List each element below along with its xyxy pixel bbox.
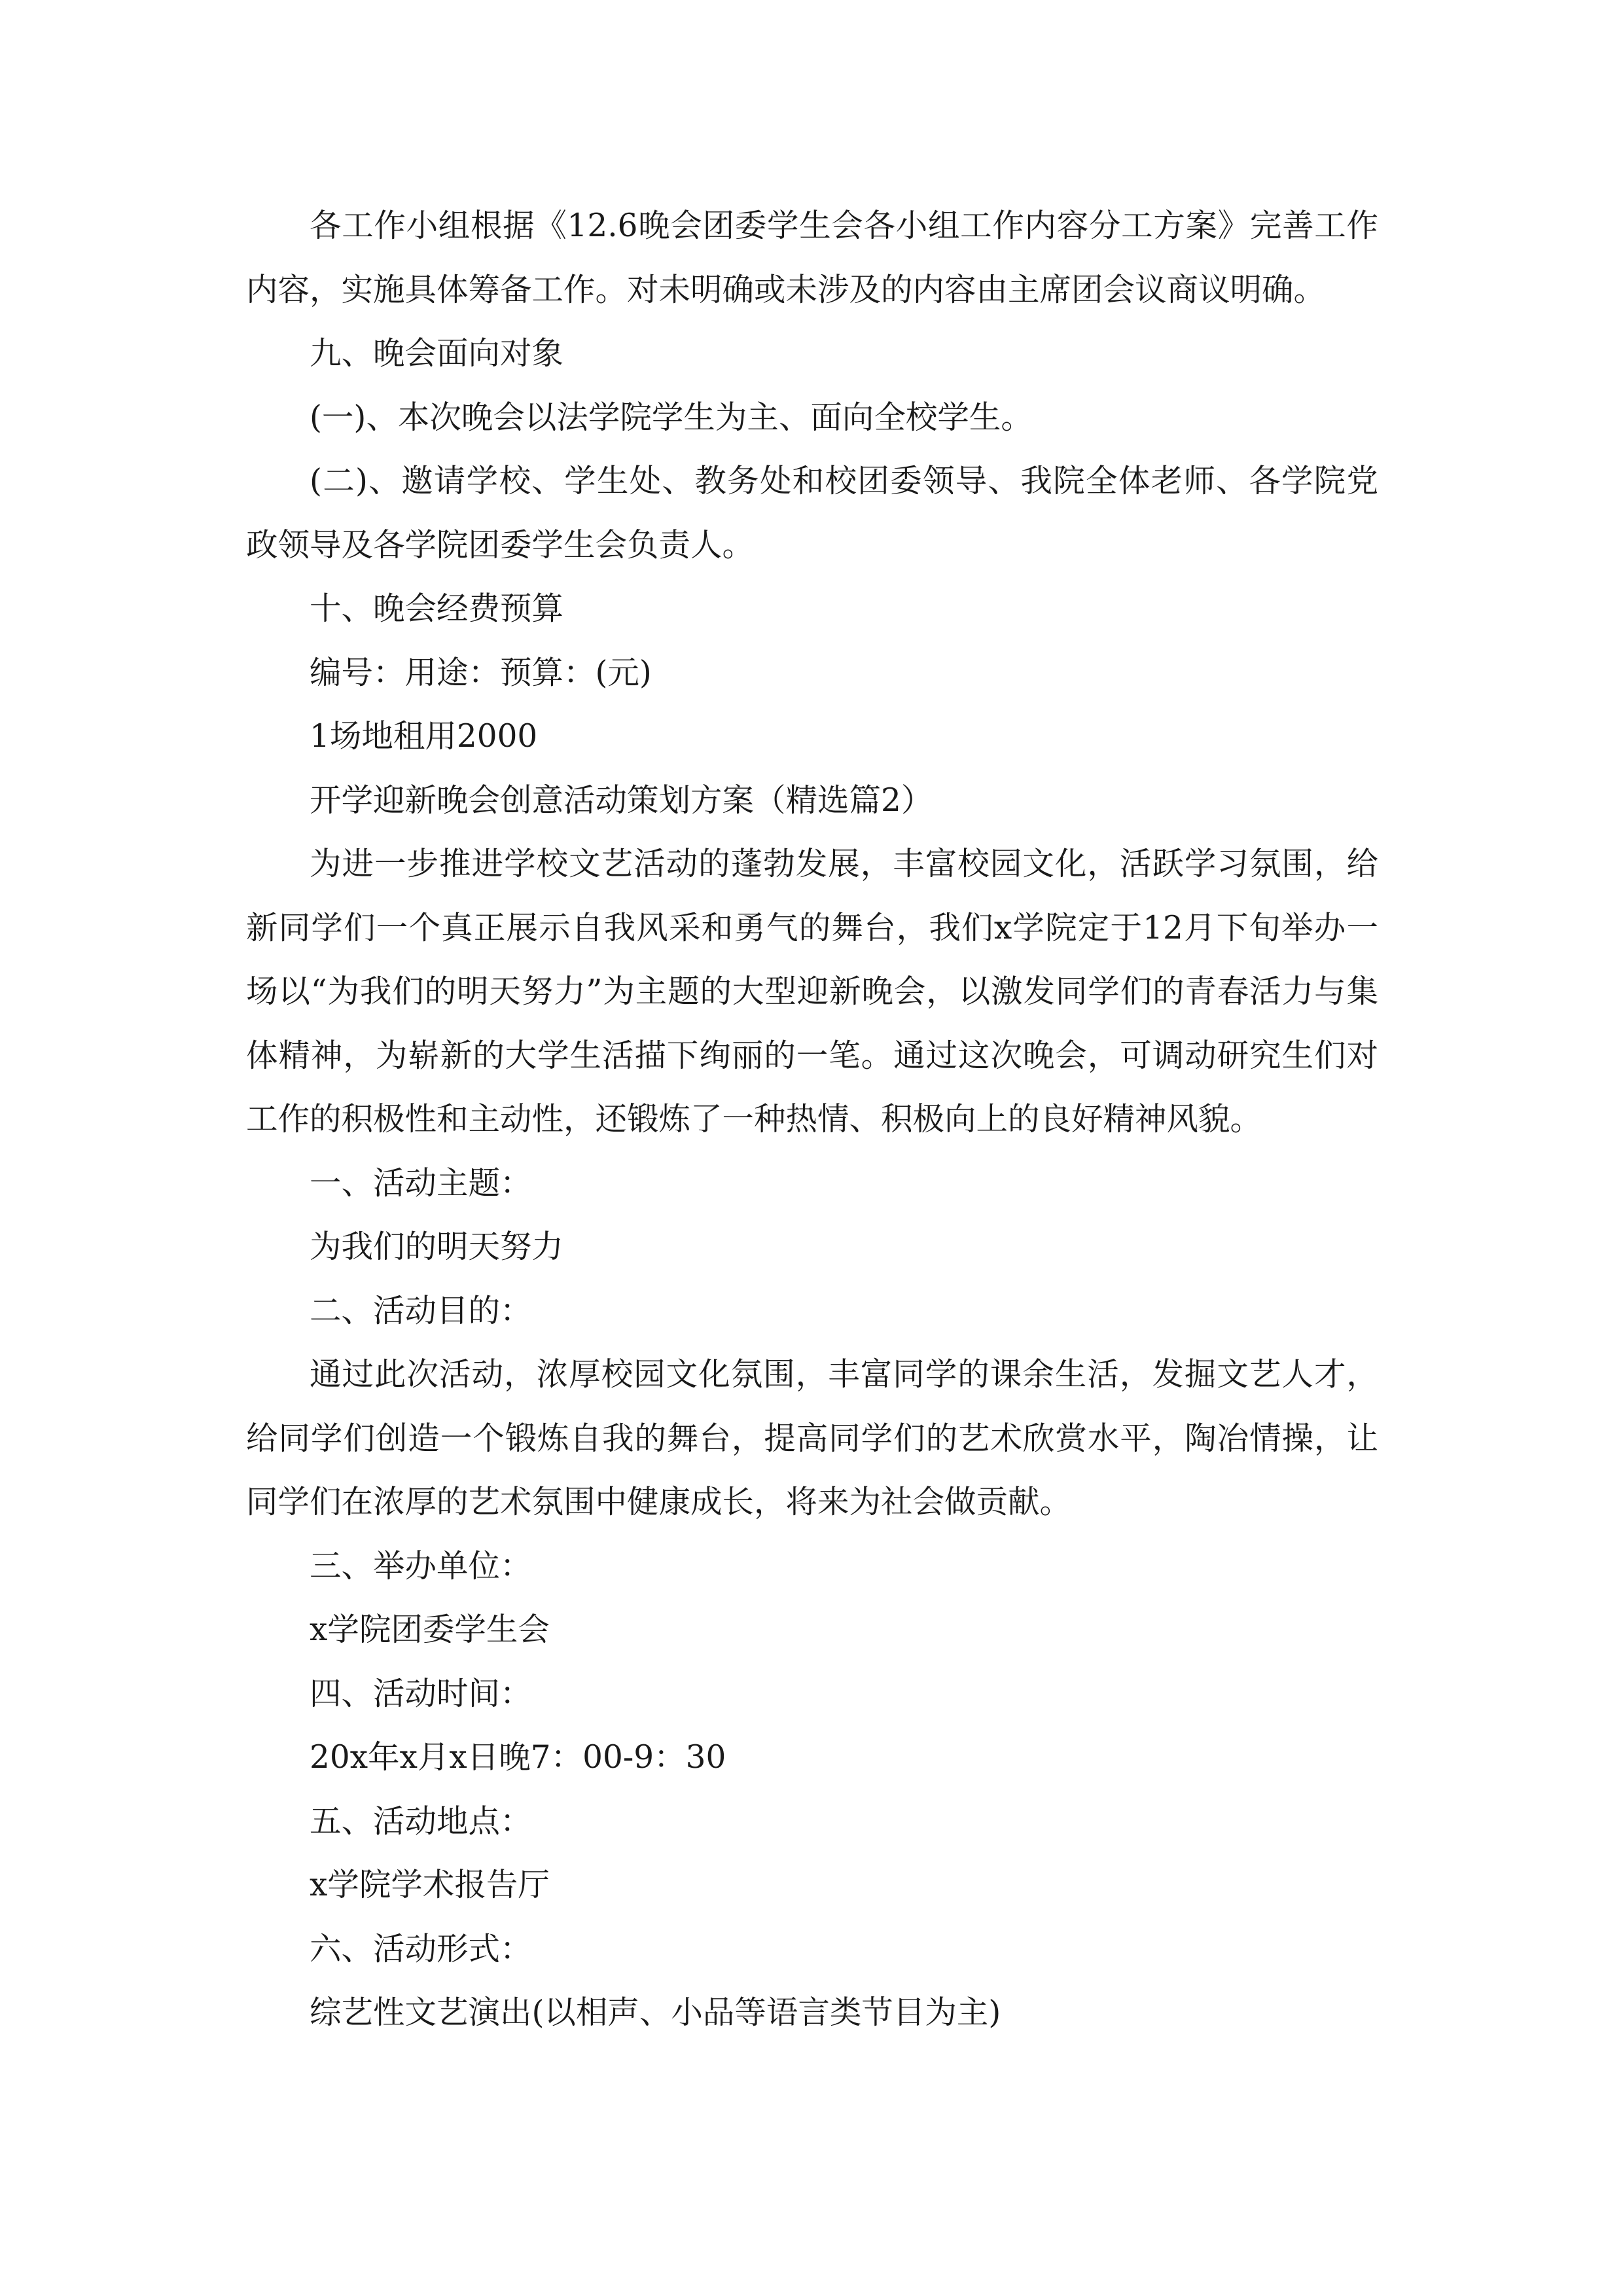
time-value: 20x年x月x日晚7：00-9：30 <box>310 1739 726 1776</box>
format-value: 综艺性文艺演出(以相声、小品等语言类节目为主) <box>310 1994 1001 2031</box>
heading-organizer: 三、举办单位： <box>310 1547 532 1585</box>
document-body <box>246 194 1378 2045</box>
paragraph-intro: 为进一步推进学校文艺活动的蓬勃发展，丰富校园文化，活跃学习氛围，给新同学们一个真正展示自我风采和勇气的舞台，我们x学院定于12月下旬举办一场以“为我们的明天努力”为主题的大型迎新晚会，以激发同学们的青春活力与集体精神，为崭新的大学生活描下绚丽的一笔。通过这次晚会，可调动研究生们对工作的积极性和主动性，还锻炼了一种热情、积极向上的良好精神风貌。 <box>246 846 1378 1138</box>
paragraph-work-groups: 各工作小组根据《12.6晚会团委学生会各小组工作内容分工方案》完善工作内容，实施具体筹备工作。对未明确或未涉及的内容由主席团会议商议明确。 <box>246 207 1378 308</box>
heading-budget: 十、晚会经费预算 <box>310 590 564 627</box>
heading-format: 六、活动形式： <box>310 1930 532 1967</box>
heading-time: 四、活动时间： <box>310 1675 532 1712</box>
section-title-plan-2: 开学迎新晚会创意活动策划方案（精选篇2） <box>310 781 933 819</box>
heading-theme: 一、活动主题： <box>310 1164 532 1202</box>
paragraph-purpose: 通过此次活动，浓厚校园文化氛围，丰富同学的课余生活，发掘文艺人才，给同学们创造一个锻炼自我的舞台，提高同学们的艺术欣赏水平，陶冶情操，让同学们在浓厚的艺术氛围中健康成长，将来为社会做贡献。 <box>246 1356 1378 1520</box>
budget-item-1: 1场地租用2000 <box>310 718 538 755</box>
heading-location: 五、活动地点： <box>310 1803 532 1840</box>
location-value: x学院学术报告厅 <box>310 1867 550 1903</box>
heading-purpose: 二、活动目的： <box>310 1292 532 1329</box>
heading-audience: 九、晚会面向对象 <box>310 335 564 372</box>
budget-header: 编号：用途：预算：(元) <box>310 654 652 691</box>
organizer-value: x学院团委学生会 <box>310 1611 550 1648</box>
theme-value: 为我们的明天努力 <box>310 1229 564 1265</box>
paragraph-audience-1: (一)、本次晚会以法学院学生为主、面向全校学生。 <box>310 399 1033 436</box>
paragraph-audience-2: (二)、邀请学校、学生处、教务处和校团委领导、我院全体老师、各学院党政领导及各学院团委学生会负责人。 <box>246 463 1378 564</box>
